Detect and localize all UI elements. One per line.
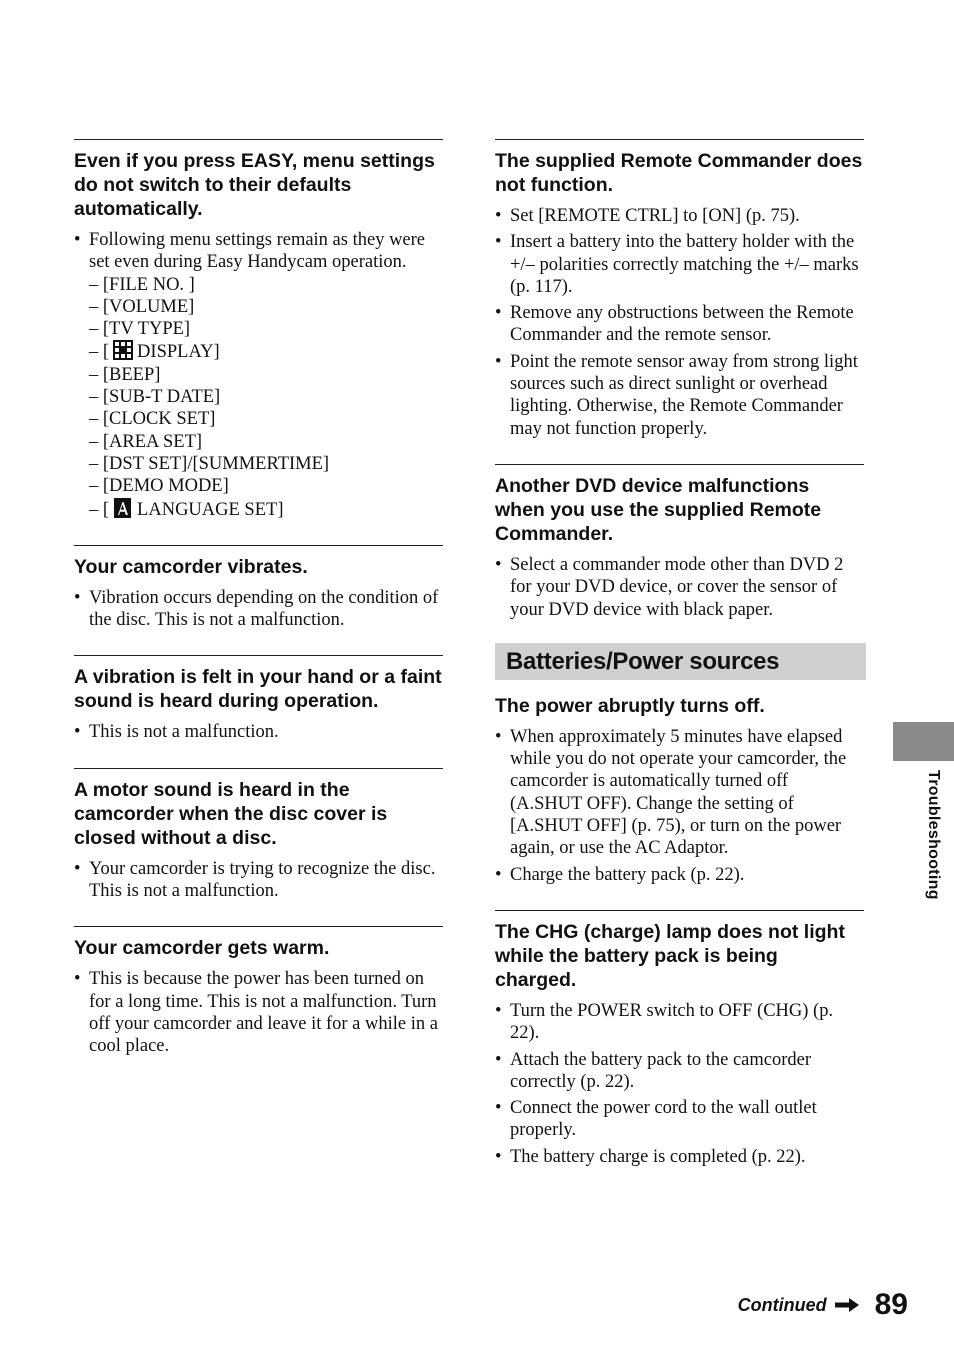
sub-item: – [DEMO MODE]: [89, 476, 229, 497]
bullet-list: [74, 587, 443, 632]
sub-item: – [FILE NO. ]: [89, 274, 195, 295]
section-easy-menu: [74, 139, 443, 521]
list-item: • Remove any obstructions between the Remote Commander and the remote sensor.: [495, 302, 864, 347]
bullet-list: [495, 726, 864, 886]
section-heading: The power abruptly turns off.: [495, 694, 765, 717]
list-item: • This is because the power has been turned on for a long time. This is not a malfunction. Turn off your camcorder and leave it for a while in a cool place.: [74, 968, 443, 1057]
section-heading: A vibration is felt in your hand or a faint sound is heard during operation.: [74, 666, 442, 713]
sub-item-display: – [ DISPLAY]: [89, 342, 220, 363]
bullet-list: [74, 968, 443, 1057]
sub-item: – [BEEP]: [89, 364, 161, 385]
section-chg-lamp: [495, 910, 864, 1168]
sub-item-language: – [ LANGUAGE SET]: [89, 499, 284, 520]
list-item: • Your camcorder is trying to recognize the disc. This is not a malfunction.: [74, 858, 443, 903]
letter-a-box-icon: [113, 498, 133, 518]
sub-item: – [VOLUME]: [89, 296, 195, 317]
section-vibration-felt: [74, 655, 443, 743]
arrow-right-icon: [835, 1298, 859, 1312]
bullet-list: [495, 554, 864, 621]
right-column: [495, 139, 864, 1172]
sub-item: – [AREA SET]: [89, 431, 203, 452]
list-item: • Set [REMOTE CTRL] to [ON] (p. 75).: [495, 205, 864, 227]
sub-item: – [TV TYPE]: [89, 319, 191, 340]
list-item: • This is not a malfunction.: [74, 721, 443, 743]
continued-label: Continued: [737, 1294, 827, 1315]
list-item: • Point the remote sensor away from strong light sources such as direct sunlight or overhead lighting. Otherwise, the Remote Commander may not function properly.: [495, 351, 864, 440]
checker-grid-icon: [113, 340, 133, 360]
list-item: • Turn the POWER switch to OFF (CHG) (p. 22).: [495, 1000, 864, 1045]
list-item: • Vibration occurs depending on the condition of the disc. This is not a malfunction.: [74, 587, 443, 632]
bullet-list: [74, 229, 443, 521]
bullet-list: [74, 858, 443, 903]
list-item: • Connect the power cord to the wall outlet properly.: [495, 1097, 864, 1142]
section-heading: Even if you press EASY, menu settings do not switch to their defaults automatically.: [74, 150, 435, 220]
section-heading: The supplied Remote Commander does not function.: [495, 150, 863, 196]
page-number: 89: [874, 1288, 908, 1321]
list-item: • Following menu settings remain as they were set even during Easy Handycam operation. – [FILE NO. ] – [VOLUME] – [TV TYPE] – [ DISPLAY] – [BEEP] – [SUB-T DATE] – [CLOCK SET] – [AREA SET] – [DST SET]/[SUMMERTIME] – [DEMO MODE] – [ LANGUAGE SET]: [74, 229, 443, 521]
sub-item: – [DST SET]/[SUMMERTIME]: [89, 453, 330, 474]
list-item: • Select a commander mode other than DVD 2 for your DVD device, or cover the sensor of your DVD device with black paper.: [495, 554, 864, 621]
bullet-list: [74, 721, 443, 743]
section-remote-commander: [495, 139, 864, 440]
section-heading: A motor sound is heard in the camcorder when the disc cover is closed without a disc.: [74, 778, 388, 849]
list-item: • Insert a battery into the battery holder with the +/– polarities correctly matching the +/– marks (p. 117).: [495, 231, 864, 298]
section-dvd-device: [495, 464, 864, 621]
list-item: • Attach the battery pack to the camcorder correctly (p. 22).: [495, 1049, 864, 1094]
bullet-list: [495, 205, 864, 440]
sub-item: – [CLOCK SET]: [89, 409, 216, 430]
section-gets-warm: [74, 926, 443, 1057]
section-vibrates: [74, 545, 443, 632]
bullet-list: [495, 1000, 864, 1168]
section-heading: Another DVD device malfunctions when you use the supplied Remote Commander.: [495, 474, 822, 545]
section-heading: Your camcorder vibrates.: [74, 555, 308, 578]
list-item: • The battery charge is completed (p. 22).: [495, 1146, 864, 1168]
list-item: • Charge the battery pack (p. 22).: [495, 864, 864, 886]
page-footer: [738, 1288, 908, 1322]
list-item: • When approximately 5 minutes have elapsed while you do not operate your camcorder, the camcorder is automatically turned off (A.SHUT OFF). Change the setting of [A.SHUT OFF] (p. 75), or turn on the power again, or use the AC Adaptor.: [495, 726, 864, 860]
sub-item: – [SUB-T DATE]: [89, 387, 221, 408]
section-banner: Batteries/Power sources: [495, 643, 866, 680]
section-heading: The CHG (charge) lamp does not light while the battery pack is being charged.: [495, 920, 845, 991]
section-motor-sound: [74, 768, 443, 903]
section-power-off: [495, 694, 864, 886]
left-column: [74, 139, 443, 1062]
section-heading: Your camcorder gets warm.: [74, 937, 330, 960]
side-label: Troubleshooting: [925, 770, 942, 900]
side-tab: [893, 722, 954, 761]
